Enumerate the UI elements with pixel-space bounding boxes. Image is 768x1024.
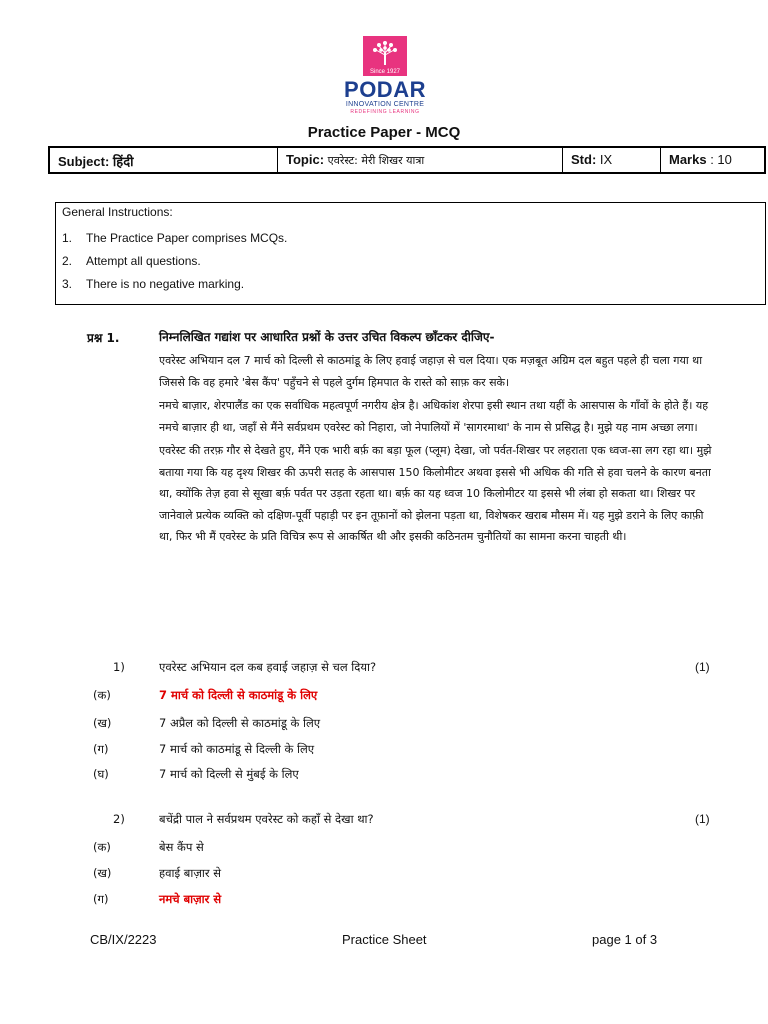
logo-since-text: Since 1927 (369, 69, 401, 75)
option-label: (क) (93, 688, 111, 702)
option-text: 7 अप्रैल को दिल्ली से काठमांडू के लिए (159, 716, 321, 730)
subject-cell (50, 148, 278, 172)
std-value: IX (599, 152, 613, 167)
topic-label: Topic: (286, 152, 325, 167)
footer-code: CB/IX/2223 (90, 932, 157, 947)
footer-center: Practice Sheet (342, 932, 427, 947)
option-text: हवाई बाज़ार से (159, 866, 221, 880)
option-text: बेस कैंप से (159, 840, 204, 854)
logo-name: PODAR (344, 77, 426, 102)
school-logo (330, 36, 440, 116)
marks-label: Marks (669, 152, 707, 167)
option-label: (ख) (93, 866, 112, 880)
info-table (48, 146, 766, 174)
option-label: (ख) (93, 716, 112, 730)
subquestion-number: 2) (113, 812, 125, 826)
marks-cell (661, 148, 764, 172)
subquestion-text: एवरेस्ट अभियान दल कब हवाई जहाज़ से चल दिया? (159, 660, 377, 674)
std-label: Std: (571, 152, 597, 167)
instruction-item: 2. Attempt all questions. (62, 254, 201, 268)
general-instructions (55, 202, 766, 305)
logo-subtitle: INNOVATION CENTRE (345, 101, 425, 108)
subject-label: Subject: (58, 154, 110, 169)
passage (159, 350, 719, 550)
option-label: (ग) (93, 742, 109, 756)
tree-logo-icon (363, 36, 407, 76)
passage-paragraph: एवरेस्ट की तरफ़ गौर से देखते हुए, मैंने एक भारी बर्फ़ का बड़ा फूल (प्लूम) देखा, जो पर्वत-शिखर पर लहराता एक ध्वज-सा लग रहा था। मुझे बताया गया कि यह दृश्य शिखर की ऊपरी सतह के आसपास 150 किलोमीटर अथवा इससे भी अधिक की गति से हवा चलने के कारण बनता था, क्योंकि तेज़ हवा से सूखा बर्फ़ पर्वत पर उड़ता रहता था। बर्फ़ का यह ध्वज 10 किलोमीटर या इससे भी लंबा हो सकता था। शिखर पर जानेवाले प्रत्येक व्यक्ति को दक्षिण-पूर्वी पहाड़ी पर इन तूफ़ानों को झेलना पड़ता था, विशेषकर खराब मौसम में। यह मुझे डराने के लिए काफ़ी था, फिर भी मैं एवरेस्ट के प्रति विचित्र रूप से आकर्षित थी और इसकी कठिनतम चुनौतियों का सामना करना चाहती थी। (159, 444, 712, 543)
option-label: (घ) (93, 767, 109, 781)
instruction-item: 1. The Practice Paper comprises MCQs. (62, 231, 288, 245)
footer-page-number: page 1 of 3 (592, 932, 658, 947)
std-cell (563, 148, 661, 172)
option-text: 7 मार्च को दिल्ली से मुंबई के लिए (159, 767, 299, 781)
option-text-correct: 7 मार्च को दिल्ली से काठमांडू के लिए (159, 688, 318, 702)
marks-value: : 10 (710, 152, 732, 167)
passage-paragraph: नमचे बाज़ार, शेरपालैंड का एक सर्वाधिक महत्वपूर्ण नगरीय क्षेत्र है। अधिकांश शेरपा इसी स्थान तथा यहीं के आसपास के गाँवों के होते हैं। यह नमचे बाज़ार ही था, जहाँ से मैंने सर्वप्रथम एवरेस्ट को निहारा, जो नेपालियों में 'सागरमाथा' के नाम से प्रसिद्ध है। मुझे यह नाम अच्छा लगा। (159, 399, 709, 434)
question-label: प्रश्न 1. (87, 331, 120, 345)
logo-tagline: REDEFINING LEARNING (350, 109, 420, 115)
instructions-heading: General Instructions: (62, 205, 173, 219)
subquestion-marks: (1) (695, 812, 710, 826)
subject-value: हिंदी (112, 154, 134, 169)
topic-value: एवरेस्ट: मेरी शिखर यात्रा (327, 154, 425, 167)
option-label: (क) (93, 840, 111, 854)
topic-cell (278, 148, 563, 172)
subquestion-number: 1) (113, 660, 125, 674)
option-text: 7 मार्च को काठमांडू से दिल्ली के लिए (159, 742, 315, 756)
subquestion-text: बचेंद्री पाल ने सर्वप्रथम एवरेस्ट को कहाँ से देखा था? (159, 812, 374, 826)
question-heading: निम्नलिखित गद्यांश पर आधारित प्रश्नों के उत्तर उचित विकल्प छाँटकर दीजिए- (159, 330, 495, 344)
subquestion-marks: (1) (695, 660, 710, 674)
instruction-item: 3. There is no negative marking. (62, 277, 245, 291)
option-label: (ग) (93, 892, 109, 906)
option-text-correct: नमचे बाज़ार से (159, 892, 222, 906)
passage-paragraph: एवरेस्ट अभियान दल 7 मार्च को दिल्ली से काठमांडू के लिए हवाई जहाज़ से चल दिया। एक मज़बूत अग्रिम दल बहुत पहले ही चला गया था जिससे कि वह हमारे 'बेस कैंप' पहुँचने से पहले दुर्गम हिमपात के रास्ते को साफ़ कर सके। (159, 354, 703, 389)
paper-title: Practice Paper - MCQ (307, 124, 461, 141)
